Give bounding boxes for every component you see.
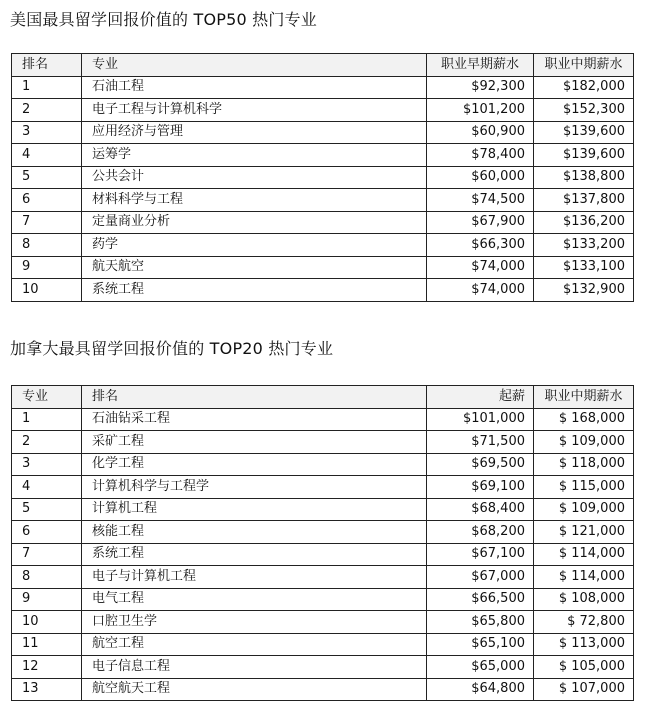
cell-major: 航空工程	[82, 633, 427, 656]
table-row	[12, 588, 634, 611]
cell-rank: 1	[12, 76, 82, 99]
cell-start-salary: $69,100	[427, 476, 534, 499]
cell-rank: 3	[12, 453, 82, 476]
cell-mid-salary: $ 108,000	[534, 588, 634, 611]
cell-early-salary: $78,400	[427, 144, 534, 167]
table-row	[12, 234, 634, 257]
cell-rank: 4	[12, 144, 82, 167]
cell-rank: 8	[12, 234, 82, 257]
table-row	[12, 256, 634, 279]
cell-major: 航天航空	[82, 256, 427, 279]
cell-rank: 12	[12, 656, 82, 679]
column-header-early-salary: 职业早期薪水	[427, 54, 534, 77]
cell-mid-salary: $ 118,000	[534, 453, 634, 476]
cell-early-salary: $74,000	[427, 256, 534, 279]
canada-majors-table	[11, 385, 634, 701]
cell-rank: 9	[12, 588, 82, 611]
table-row	[12, 189, 634, 212]
cell-start-salary: $65,000	[427, 656, 534, 679]
cell-major: 药学	[82, 234, 427, 257]
table-row	[12, 408, 634, 431]
cell-major: 应用经济与管理	[82, 121, 427, 144]
cell-rank: 8	[12, 566, 82, 589]
cell-mid-salary: $ 121,000	[534, 521, 634, 544]
cell-mid-salary: $ 105,000	[534, 656, 634, 679]
usa-table-title: 美国最具留学回报价值的 TOP50 热门专业	[10, 10, 317, 29]
cell-rank: 6	[12, 189, 82, 212]
cell-mid-salary: $ 72,800	[534, 611, 634, 634]
table-row	[12, 76, 634, 99]
cell-mid-salary: $133,200	[534, 234, 634, 257]
cell-mid-salary: $ 114,000	[534, 543, 634, 566]
table-row	[12, 521, 634, 544]
cell-start-salary: $71,500	[427, 431, 534, 454]
cell-major: 材料科学与工程	[82, 189, 427, 212]
table-row	[12, 656, 634, 679]
cell-early-salary: $66,300	[427, 234, 534, 257]
table-row	[12, 211, 634, 234]
cell-major: 系统工程	[82, 543, 427, 566]
cell-mid-salary: $ 109,000	[534, 498, 634, 521]
cell-start-salary: $68,200	[427, 521, 534, 544]
cell-rank: 13	[12, 678, 82, 701]
cell-mid-salary: $136,200	[534, 211, 634, 234]
table-row	[12, 121, 634, 144]
cell-mid-salary: $ 109,000	[534, 431, 634, 454]
cell-rank: 5	[12, 498, 82, 521]
cell-mid-salary: $ 113,000	[534, 633, 634, 656]
column-header-start-salary: 起薪	[427, 386, 534, 409]
canada-table-title: 加拿大最具留学回报价值的 TOP20 热门专业	[10, 339, 334, 358]
cell-rank: 2	[12, 431, 82, 454]
cell-mid-salary: $137,800	[534, 189, 634, 212]
cell-early-salary: $74,000	[427, 279, 534, 302]
table-row	[12, 453, 634, 476]
table-header-row	[12, 54, 634, 77]
cell-rank: 7	[12, 543, 82, 566]
table-row	[12, 498, 634, 521]
column-header-rank: 排名	[82, 386, 427, 409]
cell-start-salary: $67,000	[427, 566, 534, 589]
cell-rank: 9	[12, 256, 82, 279]
cell-start-salary: $66,500	[427, 588, 534, 611]
cell-early-salary: $60,900	[427, 121, 534, 144]
cell-mid-salary: $ 114,000	[534, 566, 634, 589]
table-row	[12, 476, 634, 499]
usa-majors-table	[11, 53, 634, 302]
cell-major: 定量商业分析	[82, 211, 427, 234]
table-row	[12, 99, 634, 122]
cell-mid-salary: $139,600	[534, 121, 634, 144]
cell-major: 计算机工程	[82, 498, 427, 521]
column-header-mid-salary: 职业中期薪水	[534, 54, 634, 77]
cell-early-salary: $67,900	[427, 211, 534, 234]
table-row	[12, 144, 634, 167]
cell-rank: 5	[12, 166, 82, 189]
column-header-major: 专业	[12, 386, 82, 409]
cell-start-salary: $101,000	[427, 408, 534, 431]
table-row	[12, 543, 634, 566]
cell-mid-salary: $152,300	[534, 99, 634, 122]
cell-start-salary: $67,100	[427, 543, 534, 566]
cell-mid-salary: $182,000	[534, 76, 634, 99]
cell-rank: 10	[12, 611, 82, 634]
cell-mid-salary: $132,900	[534, 279, 634, 302]
cell-major: 电子工程与计算机科学	[82, 99, 427, 122]
column-header-rank: 排名	[12, 54, 82, 77]
cell-major: 电气工程	[82, 588, 427, 611]
table-row	[12, 633, 634, 656]
table-header-row	[12, 386, 634, 409]
cell-major: 化学工程	[82, 453, 427, 476]
cell-start-salary: $68,400	[427, 498, 534, 521]
cell-major: 电子信息工程	[82, 656, 427, 679]
cell-rank: 7	[12, 211, 82, 234]
cell-major: 计算机科学与工程学	[82, 476, 427, 499]
cell-early-salary: $101,200	[427, 99, 534, 122]
cell-rank: 2	[12, 99, 82, 122]
table-row	[12, 678, 634, 701]
cell-early-salary: $74,500	[427, 189, 534, 212]
cell-rank: 10	[12, 279, 82, 302]
cell-mid-salary: $138,800	[534, 166, 634, 189]
table-row	[12, 566, 634, 589]
cell-mid-salary: $ 168,000	[534, 408, 634, 431]
cell-mid-salary: $139,600	[534, 144, 634, 167]
table-row	[12, 611, 634, 634]
cell-major: 核能工程	[82, 521, 427, 544]
cell-rank: 1	[12, 408, 82, 431]
cell-major: 石油钻采工程	[82, 408, 427, 431]
cell-major: 运筹学	[82, 144, 427, 167]
cell-early-salary: $92,300	[427, 76, 534, 99]
cell-rank: 6	[12, 521, 82, 544]
cell-start-salary: $69,500	[427, 453, 534, 476]
cell-start-salary: $65,100	[427, 633, 534, 656]
cell-rank: 11	[12, 633, 82, 656]
cell-start-salary: $64,800	[427, 678, 534, 701]
cell-major: 公共会计	[82, 166, 427, 189]
table-row	[12, 166, 634, 189]
cell-major: 电子与计算机工程	[82, 566, 427, 589]
cell-rank: 4	[12, 476, 82, 499]
cell-rank: 3	[12, 121, 82, 144]
cell-major: 采矿工程	[82, 431, 427, 454]
cell-major: 口腔卫生学	[82, 611, 427, 634]
cell-mid-salary: $ 107,000	[534, 678, 634, 701]
cell-mid-salary: $ 115,000	[534, 476, 634, 499]
cell-major: 航空航天工程	[82, 678, 427, 701]
cell-early-salary: $60,000	[427, 166, 534, 189]
column-header-mid-salary: 职业中期薪水	[534, 386, 634, 409]
cell-major: 石油工程	[82, 76, 427, 99]
cell-major: 系统工程	[82, 279, 427, 302]
table-row	[12, 431, 634, 454]
column-header-major: 专业	[82, 54, 427, 77]
cell-start-salary: $65,800	[427, 611, 534, 634]
table-row	[12, 279, 634, 302]
cell-mid-salary: $133,100	[534, 256, 634, 279]
